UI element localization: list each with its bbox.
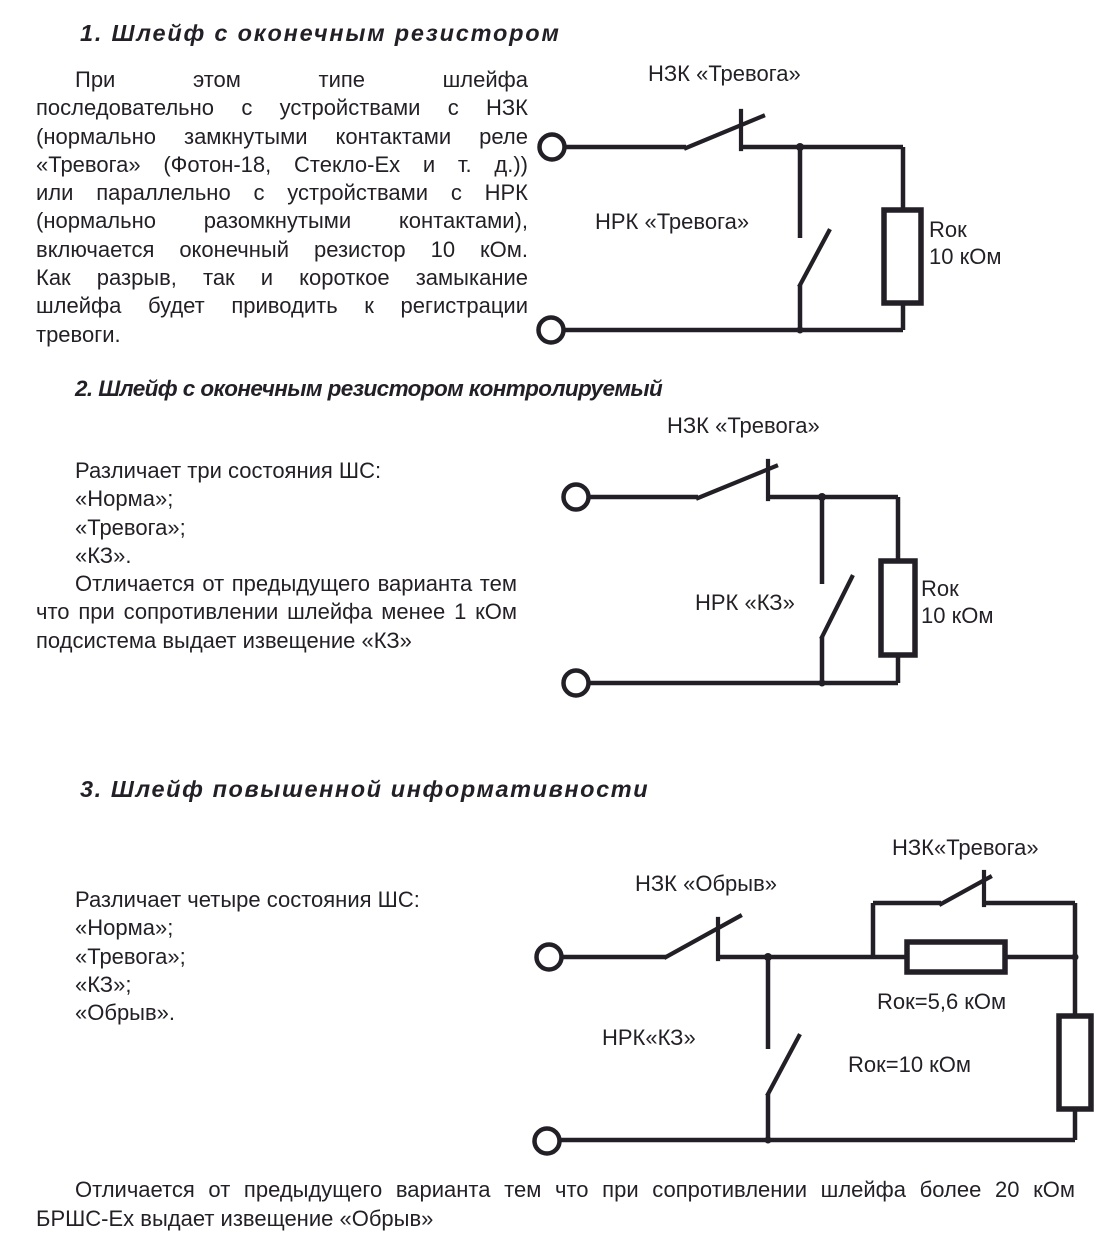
circuit-label-nzk-trevoga: НЗК«Тревога» xyxy=(892,835,1039,860)
resistor-name-label: Rок xyxy=(921,576,959,601)
circuit-label-nrk: НРК «КЗ» xyxy=(695,590,795,615)
text-line: тревоги. xyxy=(36,321,121,347)
text-line: Отличается от предыдущего варианта тем что при сопротивлении шлейфа более 20 кОм xyxy=(75,1177,1075,1202)
section-2-paragraph xyxy=(36,457,517,655)
text-line: Различает три состояния ШС: xyxy=(75,458,382,483)
terminal-icon xyxy=(540,135,565,160)
switch-blade-icon xyxy=(686,116,763,148)
switch-blade-icon xyxy=(698,466,776,498)
text-line: При этом типе шлейфа xyxy=(75,67,528,92)
resistor-symbol xyxy=(881,561,915,655)
text-line: включается оконечный резистор 10 кОм. xyxy=(36,236,528,262)
terminal-icon xyxy=(564,671,589,696)
terminal-icon xyxy=(537,945,562,970)
switch-blade-icon xyxy=(800,231,829,285)
resistor-name-label: Rок xyxy=(929,217,967,242)
section-2-title: 2. Шлейф с оконечным резистором контролируемый xyxy=(75,376,663,401)
circuit-label-nrk: НРК «Тревога» xyxy=(595,209,750,234)
text-line: «КЗ»; xyxy=(75,971,132,997)
text-line: подсистема выдает извещение «КЗ» xyxy=(36,627,412,653)
junction-dot xyxy=(797,327,804,334)
text-line: «Норма»; xyxy=(75,915,174,941)
circuit-diagram-1 xyxy=(530,55,1109,355)
text-line: «Тревога»; xyxy=(75,943,186,969)
circuit-label-nzk: НЗК «Тревога» xyxy=(667,413,820,438)
circuit-label-nzk-obryv: НЗК «Обрыв» xyxy=(635,871,778,896)
circuit-label-nzk: НЗК «Тревога» xyxy=(648,61,801,86)
resistor1-value-label: Rок=5,6 кОм xyxy=(877,989,1007,1014)
text-line: (нормально замкнутыми контактами реле xyxy=(36,123,528,149)
switch-blade-icon xyxy=(666,916,740,957)
footer-paragraph xyxy=(36,1176,1075,1233)
circuit-diagram-2 xyxy=(540,405,1109,705)
text-line: «Тревога» (Фотон-18, Стекло-Ex и т. д.)) xyxy=(36,151,528,177)
section-1-title: 1. Шлейф с оконечным резистором xyxy=(80,20,561,46)
switch-blade-icon xyxy=(822,577,852,637)
text-line: «Тревога»; xyxy=(75,514,186,540)
text-line: (нормально разомкнутыми контактами), xyxy=(36,208,528,234)
terminal-icon xyxy=(535,1129,560,1154)
text-line: «Обрыв». xyxy=(75,1000,176,1026)
resistor-symbol xyxy=(1059,1016,1091,1109)
section-3-title: 3. Шлейф повышенной информативности xyxy=(80,776,650,802)
resistor-value-label: 10 кОм xyxy=(921,603,994,628)
text-line: что при сопротивлении шлейфа менее 1 кОм xyxy=(36,599,517,625)
resistor-symbol xyxy=(907,942,1005,972)
text-line: Как разрыв, так и короткое замыкание xyxy=(36,265,528,291)
text-line: Различает четыре состояния ШС: xyxy=(75,887,420,912)
text-line: или параллельно с устройствами с НРК xyxy=(36,180,528,206)
junction-dot xyxy=(819,680,826,687)
text-line: шлейфа будет приводить к регистрации xyxy=(36,293,528,319)
resistor-value-label: 10 кОм xyxy=(929,244,1002,269)
terminal-icon xyxy=(564,485,589,510)
section-1-paragraph xyxy=(36,66,528,349)
resistor-symbol xyxy=(884,210,921,303)
circuit-label-nrk-kz: НРК«КЗ» xyxy=(602,1025,696,1050)
terminal-icon xyxy=(539,318,564,343)
text-line: последовательно с устройствами с НЗК xyxy=(36,95,528,121)
circuit-diagram-3 xyxy=(520,830,1109,1160)
junction-dot xyxy=(765,1137,772,1144)
switch-blade-icon xyxy=(768,1036,799,1094)
section-3-paragraph xyxy=(36,886,517,1027)
text-line: «Норма»; xyxy=(75,486,174,512)
text-line: Отличается от предыдущего варианта тем xyxy=(75,571,517,597)
resistor2-value-label: Rок=10 кОм xyxy=(848,1052,972,1077)
text-line: «КЗ». xyxy=(75,542,132,568)
text-line: БРШС-Ex выдает извещение «Обрыв» xyxy=(36,1205,434,1231)
